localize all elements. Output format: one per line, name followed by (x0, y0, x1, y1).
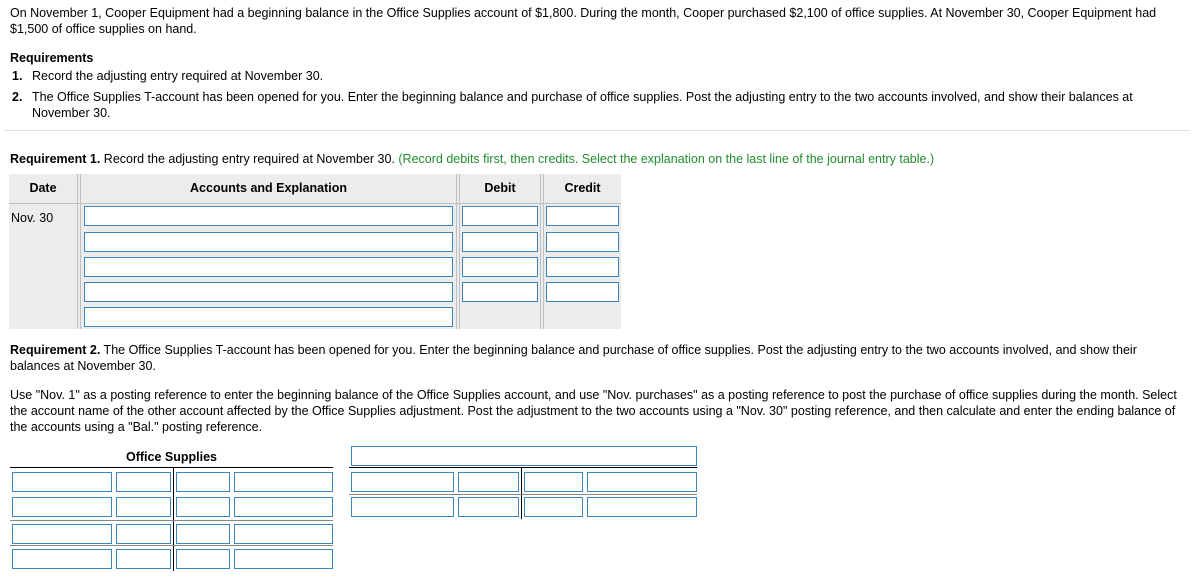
office-supplies-credit-ref-row-1[interactable] (234, 472, 333, 492)
debit-input-row-3[interactable] (462, 257, 538, 277)
requirement-1-hint: (Record debits first, then credits. Select the explanation on the last line of the journal entry table.) (398, 152, 935, 166)
account-input-row-1[interactable] (84, 206, 453, 226)
header-divider (9, 203, 621, 204)
t-account-center-line (173, 467, 174, 571)
other-account-credit-ref-row-1[interactable] (587, 472, 697, 492)
entry-date: Nov. 30 (11, 211, 54, 225)
debit-input-row-4[interactable] (462, 282, 538, 302)
office-supplies-credit-amount-row-1[interactable] (176, 472, 230, 492)
column-header-credit: Credit (564, 181, 601, 195)
other-account-credit-amount-row-1[interactable] (524, 472, 583, 492)
requirement-1-heading (10, 151, 1185, 167)
account-input-row-3[interactable] (84, 257, 453, 277)
column-header-debit: Debit (484, 181, 516, 195)
office-supplies-debit-amount-row-2[interactable] (116, 497, 171, 517)
requirements-title: Requirements (10, 51, 94, 65)
credit-input-row-3[interactable] (546, 257, 619, 277)
other-account-credit-ref-row-2[interactable] (587, 497, 697, 517)
requirement-1-text: Record the adjusting entry required at November 30. (100, 152, 399, 166)
t-account-title-office-supplies: Office Supplies (126, 450, 217, 464)
t-account-top-line (10, 467, 333, 468)
requirement-item-1 (12, 68, 1182, 84)
explanation-input[interactable] (84, 307, 453, 327)
t-account-total-line (349, 494, 697, 495)
requirement-text: Record the adjusting entry required at November 30. (32, 69, 324, 83)
t-account-top-line (349, 467, 697, 468)
requirement-2-instructions: Use "Nov. 1" as a posting reference to enter the beginning balance of the Office Supplies account, and use "Nov. purchases" as a posting reference to post the purchase of office supplies during the month. Select the account name of the other account affected by the Office Supplies adjustment. Post the adjustment to the two accounts using a "Nov. 30" posting reference, and then calculate and enter the ending balance of the accounts using a "Bal." posting reference. (10, 388, 1177, 434)
other-account-debit-amount-row-2[interactable] (458, 497, 519, 517)
debit-input-row-1[interactable] (462, 206, 538, 226)
requirement-number: 1. (12, 69, 23, 83)
credit-input-row-1[interactable] (546, 206, 619, 226)
office-supplies-credit-amount-row-2[interactable] (176, 497, 230, 517)
requirement-1-label: Requirement 1. (10, 152, 101, 166)
office-supplies-credit-amount-row-3[interactable] (176, 524, 230, 544)
credit-input-row-4[interactable] (546, 282, 619, 302)
office-supplies-credit-amount-row-4[interactable] (176, 549, 230, 569)
t-account-total-line (10, 520, 333, 521)
requirement-number: 2. (12, 90, 23, 104)
t-account-center-line (521, 467, 522, 519)
credit-input-row-2[interactable] (546, 232, 619, 252)
office-supplies-debit-ref-row-4[interactable] (12, 549, 112, 569)
section-divider (4, 130, 1190, 131)
debit-input-row-2[interactable] (462, 232, 538, 252)
office-supplies-credit-ref-row-2[interactable] (234, 497, 333, 517)
office-supplies-credit-ref-row-4[interactable] (234, 549, 333, 569)
office-supplies-debit-ref-row-3[interactable] (12, 524, 112, 544)
column-divider (456, 174, 457, 329)
column-divider (80, 174, 81, 329)
t-account-name-select[interactable] (351, 446, 697, 466)
office-supplies-debit-ref-row-1[interactable] (12, 472, 112, 492)
column-header-accounts: Accounts and Explanation (190, 181, 347, 195)
other-account-debit-ref-row-1[interactable] (351, 472, 454, 492)
office-supplies-credit-ref-row-3[interactable] (234, 524, 333, 544)
office-supplies-debit-amount-row-1[interactable] (116, 472, 171, 492)
column-divider (77, 174, 78, 329)
requirement-2-label: Requirement 2. (10, 343, 101, 357)
account-input-row-4[interactable] (84, 282, 453, 302)
t-account-balance-line (10, 545, 333, 546)
office-supplies-debit-amount-row-3[interactable] (116, 524, 171, 544)
account-input-row-2[interactable] (84, 232, 453, 252)
journal-entry-table (9, 174, 621, 329)
office-supplies-debit-amount-row-4[interactable] (116, 549, 171, 569)
requirement-item-2 (12, 89, 1182, 121)
column-divider (459, 174, 460, 329)
requirement-2-heading (10, 342, 1185, 374)
column-header-date: Date (29, 181, 57, 195)
other-account-debit-amount-row-1[interactable] (458, 472, 519, 492)
column-divider (540, 174, 541, 329)
office-supplies-debit-ref-row-2[interactable] (12, 497, 112, 517)
other-account-debit-ref-row-2[interactable] (351, 497, 454, 517)
column-divider (543, 174, 544, 329)
problem-intro: On November 1, Cooper Equipment had a beginning balance in the Office Supplies account of $1,800. During the month, Cooper purchased $2,100 of office supplies. At November 30, Cooper Equipment had $1,500 of office supplies on hand. (10, 6, 1157, 36)
requirement-2-text: The Office Supplies T-account has been opened for you. Enter the beginning balance and purchase of office supplies. Post the adjusting entry to the two accounts involved, and show their balances at November 30. (10, 343, 1137, 373)
requirement-text: The Office Supplies T-account has been opened for you. Enter the beginning balance and purchase of office supplies. Post the adjusting entry to the two accounts involved, and show their balances at November 30. (32, 90, 1133, 120)
other-account-credit-amount-row-2[interactable] (524, 497, 583, 517)
